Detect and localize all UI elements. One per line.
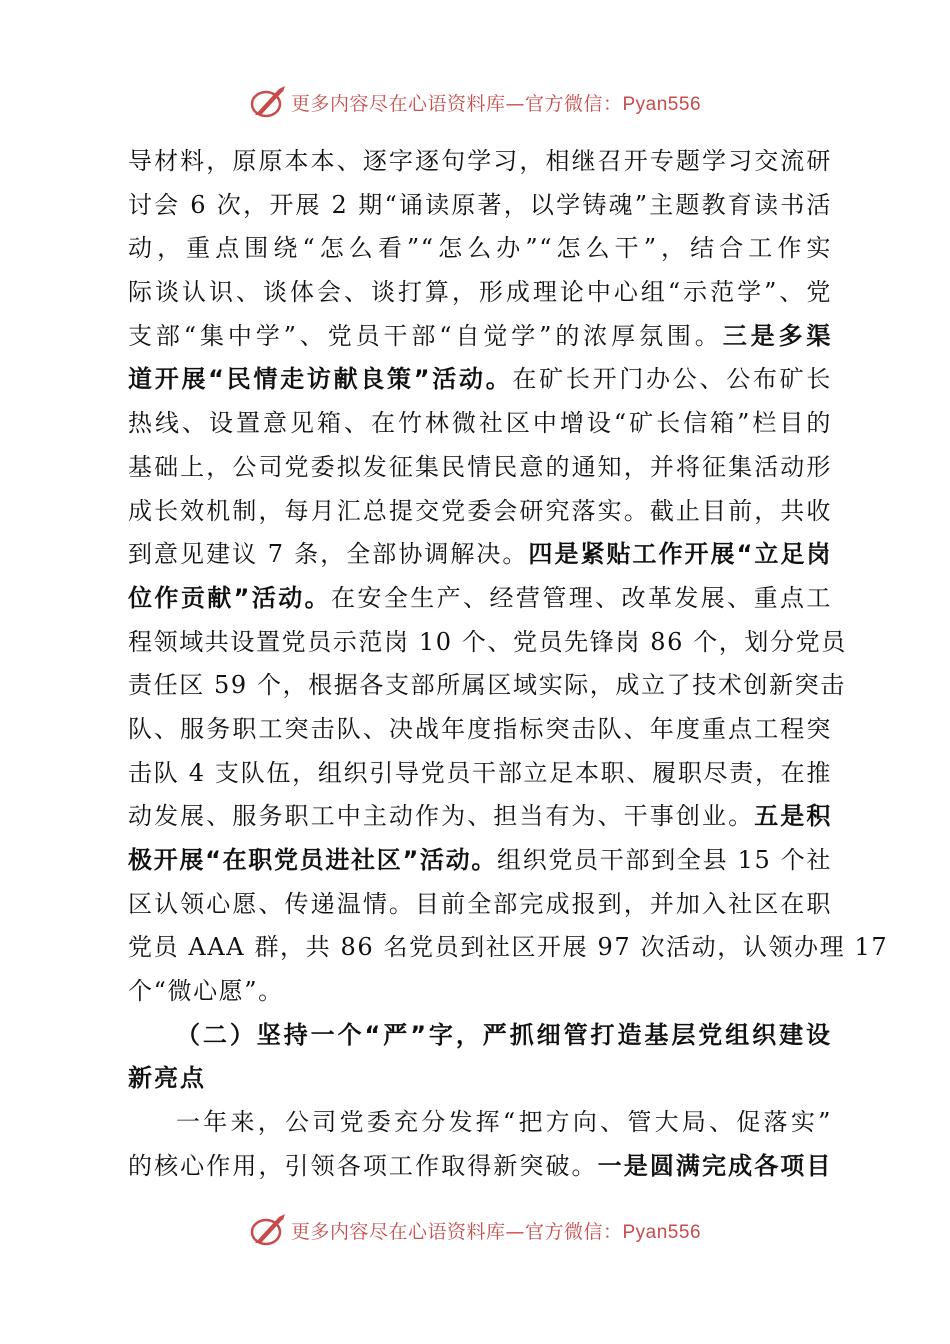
bold-lead-phrase: 四是紧贴工作开展“立足岗	[528, 540, 832, 569]
wechat-account: Pyan556	[622, 93, 702, 115]
document-body	[128, 140, 889, 1189]
text-line: 到意见建议 7 条，全部协调解决。四是紧贴工作开展“立足岗	[128, 540, 832, 569]
text-line: 个“微心愿”。	[128, 977, 284, 1006]
text-line: 导材料，原原本本、逐字逐句学习，相继召开专题学习交流研	[128, 147, 832, 175]
bold-lead-phrase: 三是多渠	[722, 321, 832, 350]
header-banner	[0, 82, 950, 122]
paragraph	[128, 1101, 832, 1188]
text-line: 动发展、服务职工中主动作为、担当有为、干事创业。五是积	[128, 802, 832, 831]
text-line: 极开展“在职党员进社区”活动。组织党员干部到全县 15 个社	[128, 846, 833, 874]
text-line: 支部“集中学”、党员干部“自觉学”的浓厚氛围。三是多渠	[128, 321, 832, 350]
paragraph	[128, 140, 889, 1014]
bold-lead-phrase: 一是圆满完成各项目	[597, 1151, 832, 1180]
text-line: 击队 4 支队伍，组织引导党员干部立足本职、履职尽责，在推	[128, 758, 832, 787]
text-line: 讨会 6 次，开展 2 期“诵读原著，以学铸魂”主题教育读书活	[128, 190, 832, 219]
text-line: 党员 AAA 群，共 86 名党员到社区开展 97 次活动，认领办理 17	[128, 933, 889, 962]
bold-lead-phrase: 道开展“民情走访献良策”活动。	[128, 365, 513, 394]
text-line: 际谈认识、谈体会、谈打算，形成理论中心组“示范学”、党	[128, 278, 832, 307]
banner-text: 更多内容尽在心语资料库—官方微信：Pyan556	[290, 92, 702, 115]
footer-banner	[0, 1210, 950, 1250]
banner-text: 更多内容尽在心语资料库—官方微信：Pyan556	[290, 1220, 702, 1243]
section-heading	[128, 1014, 832, 1101]
text-line: 道开展“民情走访献良策”活动。在矿长开门办公、公布矿长	[128, 365, 832, 394]
text-line: 区认领心愿、传递温情。目前全部完成报到，并加入社区在职	[128, 889, 832, 918]
text-line: 动，重点围绕“怎么看”“怎么办”“怎么干”，结合工作实	[128, 234, 832, 263]
text-line: 热线、设置意见箱、在竹林微社区中增设“矿长信箱”栏目的	[128, 409, 832, 438]
text-line: 位作贡献”活动。在安全生产、经营管理、改革发展、重点工	[128, 583, 832, 612]
quill-pen-logo-icon	[249, 1213, 287, 1247]
quill-pen-logo-icon	[249, 85, 287, 119]
text-line: 程领域共设置党员示范岗 10 个、党员先锋岗 86 个，划分党员	[128, 627, 847, 656]
text-line: 责任区 59 个，根据各支部所属区域实际，成立了技术创新突击	[128, 671, 846, 700]
bold-lead-phrase: 位作贡献”活动。	[128, 583, 332, 612]
text-line: 一年来，公司党委充分发挥“把方向、管大局、促落实”	[176, 1108, 832, 1137]
text-line: 队、服务职工突击队、决战年度指标突击队、年度重点工程突	[128, 714, 832, 743]
heading-line: 新亮点	[128, 1064, 206, 1093]
heading-line: （二）坚持一个“严”字，严抓细管打造基层党组织建设	[176, 1020, 832, 1049]
bold-lead-phrase: 五是积	[754, 802, 832, 831]
text-line: 成长效机制，每月汇总提交党委会研究落实。截止目前，共收	[128, 496, 832, 525]
wechat-account: Pyan556	[622, 1221, 702, 1243]
text-line: 的核心作用，引领各项工作取得新突破。一是圆满完成各项目	[128, 1151, 832, 1180]
bold-lead-phrase: 极开展“在职党员进社区”活动。	[128, 846, 498, 874]
text-line: 基础上，公司党委拟发征集民情民意的通知，并将征集活动形	[128, 452, 832, 481]
